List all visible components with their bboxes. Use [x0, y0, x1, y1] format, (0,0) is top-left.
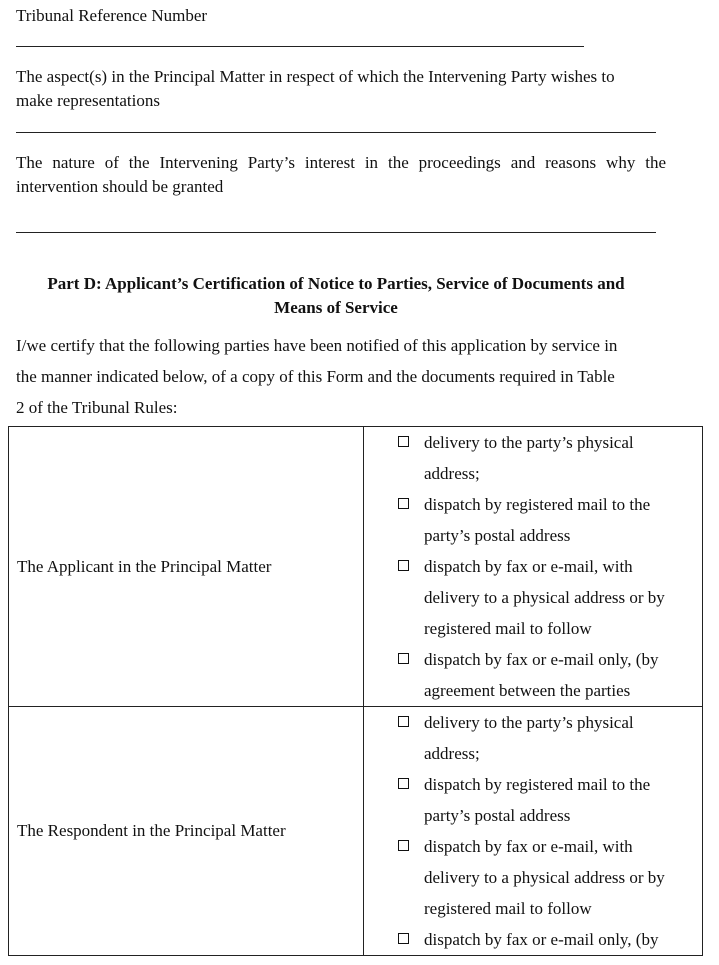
- service-option[interactable]: [398, 831, 692, 924]
- service-options-cell: [364, 427, 703, 707]
- service-option[interactable]: [398, 769, 692, 831]
- aspects-label-line2: make representations: [16, 91, 160, 110]
- part-d-heading-line1: Part D: Applicant’s Certification of Notice to Parties, Service of Documents and: [47, 274, 625, 293]
- service-options-cell: [364, 707, 703, 956]
- aspects-line[interactable]: [16, 132, 656, 133]
- checkbox-icon[interactable]: [398, 498, 409, 509]
- service-option[interactable]: [398, 924, 692, 955]
- nature-label-line2: intervention should be granted: [16, 177, 224, 196]
- service-option-label: delivery to the party’s physical address;: [424, 433, 634, 483]
- service-option-label: dispatch by registered mail to the party’s postal address: [424, 495, 651, 545]
- party-name-cell: The Applicant in the Principal Matter: [9, 427, 364, 707]
- service-table: [8, 426, 703, 956]
- service-options-list: [364, 427, 702, 706]
- checkbox-icon[interactable]: [398, 436, 409, 447]
- service-option[interactable]: [398, 489, 692, 551]
- table-row: [9, 427, 703, 707]
- checkbox-icon[interactable]: [398, 653, 409, 664]
- table-row: [9, 707, 703, 956]
- part-d-heading: [16, 272, 656, 320]
- nature-line[interactable]: [16, 232, 656, 233]
- aspects-label-line1: The aspect(s) in the Principal Matter in respect of which the Intervening Party wishes to: [16, 67, 615, 86]
- service-option-label: dispatch by registered mail to the party’s postal address: [424, 775, 651, 825]
- checkbox-icon[interactable]: [398, 778, 409, 789]
- part-d-heading-line2: Means of Service: [274, 298, 398, 317]
- service-option-label: dispatch by fax or e-mail, with delivery to a physical address or by registered mail to follow: [424, 837, 665, 918]
- service-option[interactable]: [398, 427, 692, 489]
- checkbox-icon[interactable]: [398, 716, 409, 727]
- checkbox-icon[interactable]: [398, 840, 409, 851]
- certification-line3: 2 of the Tribunal Rules:: [16, 398, 178, 417]
- party-name-cell: The Respondent in the Principal Matter: [9, 707, 364, 956]
- service-options-list: [364, 707, 702, 955]
- service-option[interactable]: [398, 551, 692, 644]
- tribunal-reference-label: Tribunal Reference Number: [16, 6, 208, 25]
- checkbox-icon[interactable]: [398, 560, 409, 571]
- service-option-label: dispatch by fax or e-mail only, (by: [424, 930, 659, 949]
- nature-label: [16, 151, 666, 199]
- service-option-label: dispatch by fax or e-mail, with delivery to a physical address or by registered mail to follow: [424, 557, 665, 638]
- service-option-label: delivery to the party’s physical address;: [424, 713, 634, 763]
- service-option-label: dispatch by fax or e-mail only, (by agreement between the parties: [424, 650, 659, 700]
- checkbox-icon[interactable]: [398, 933, 409, 944]
- certification-line2: the manner indicated below, of a copy of this Form and the documents required in Table: [16, 367, 615, 386]
- service-option[interactable]: [398, 707, 692, 769]
- certification-line1: I/we certify that the following parties have been notified of this application by service in: [16, 336, 618, 355]
- certification-text: [16, 330, 666, 423]
- service-option[interactable]: [398, 644, 692, 706]
- aspects-label: [16, 65, 666, 113]
- tribunal-reference-line[interactable]: [16, 46, 584, 47]
- nature-label-line1: The nature of the Intervening Party’s interest in the proceedings and reasons why the: [16, 153, 666, 172]
